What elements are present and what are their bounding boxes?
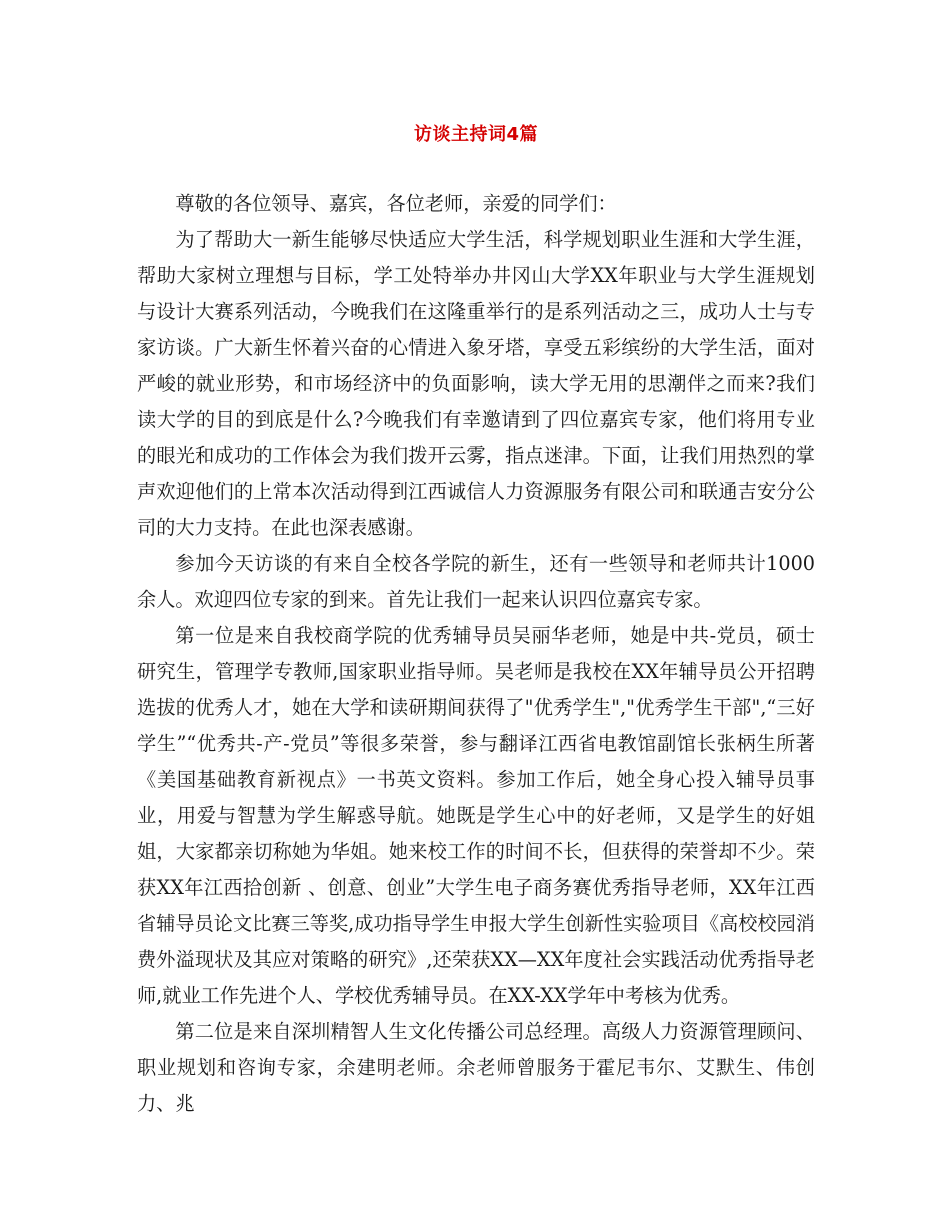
paragraph-attendance: 参加今天访谈的有来自全校各学院的新生，还有一些领导和老师共计1000余人。欢迎四位专家的到来。首先让我们一起来认识四位嘉宾专家。 bbox=[137, 552, 815, 611]
paragraph-guest-one: 第一位是来自我校商学院的优秀辅导员吴丽华老师，她是中共-党员，硕士研究生，管理学专教师,国家职业指导师。吴老师是我校在XX年辅导员公开招聘选拔的优秀人才，她在大学和读研期间获得了"优秀学生","优秀学生干部",“三好学生”“优秀共-产-党员”等很多荣誉，参与翻译江西省电教馆副馆长张柄生所著《美国基础教育新视点》一书英文资料。参加工作后，她全身心投入辅导员事业，用爱与智慧为学生解惑导航。她既是学生心中的好老师，又是学生的好姐姐，大家都亲切称她为华姐。她来校工作的时间不长，但获得的荣誉却不少。荣获XX年江西拾创新 、创意、创业”大学生电子商务赛优秀指导老师，XX年江西省辅导员论文比赛三等奖,成功指导学生申报大学生创新性实验项目《高校校园消费外溢现状及其应对策略的研究》,还荣获XX—XX年度社会实践活动优秀指导老师,就业工作先进个人、学校优秀辅导员。在XX-XX学年中考核为优秀。 bbox=[137, 624, 815, 1007]
paragraph-guest-two: 第二位是来自深圳精智人生文化传播公司总经理。高级人力资源管理顾问、职业规划和咨询专家，余建明老师。余老师曾服务于霍尼韦尔、艾默生、伟创力、兆 bbox=[137, 1020, 815, 1115]
document-title: 访谈主持词4篇 bbox=[413, 124, 539, 145]
paragraph-intro: 为了帮助大一新生能够尽快适应大学生活，科学规划职业生涯和大学生涯，帮助大家树立理想与目标，学工处特举办井冈山大学XX年职业与大学生涯规划与设计大赛系列活动，今晚我们在这隆重举行的是系列活动之三，成功人士与专家访谈。广大新生怀着兴奋的心情进入象牙塔，享受五彩缤纷的大学生活，面对严峻的就业形势，和市场经济中的负面影响，读大学无用的思潮伴之而来?我们读大学的目的到底是什么?今晚我们有幸邀请到了四位嘉宾专家，他们将用专业的眼光和成功的工作体会为我们拨开云雾，指点迷津。下面，让我们用热烈的掌声欢迎他们的上常本次活动得到江西诚信人力资源服务有限公司和联通吉安分公司的大力支持。在此也深表感谢。 bbox=[137, 228, 815, 539]
paragraph-greeting: 尊敬的各位领导、嘉宾，各位老师，亲爱的同学们： bbox=[175, 192, 617, 215]
